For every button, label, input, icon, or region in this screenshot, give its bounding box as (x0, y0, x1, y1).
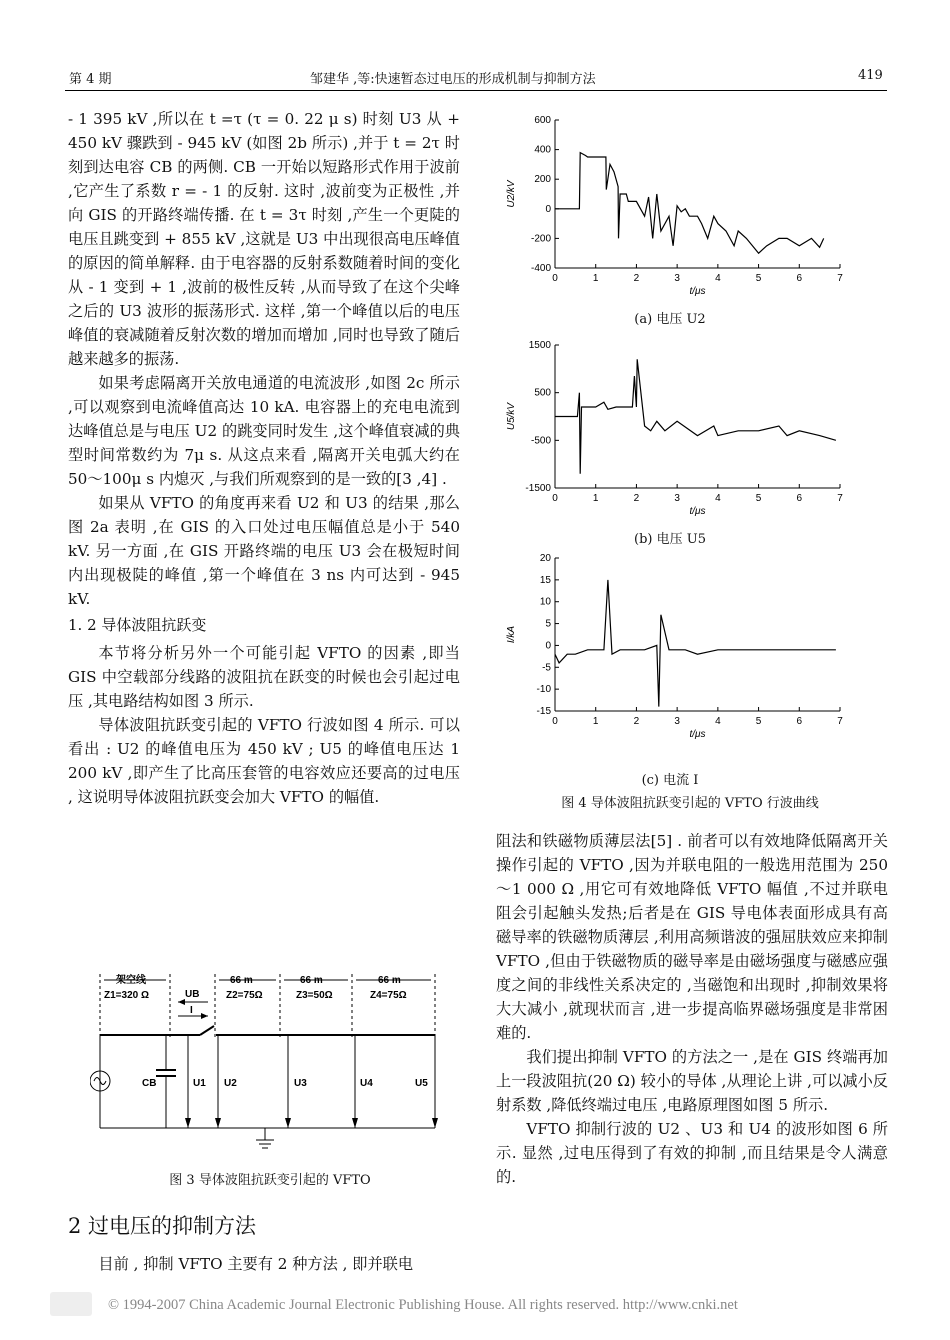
header-rule (65, 90, 887, 91)
fig3-label: U4 (360, 1078, 373, 1089)
section-heading: 1. 2 导体波阻抗跃变 (68, 616, 207, 634)
y-axis-label: I/kA (506, 625, 517, 644)
figure-4a-caption: (a) 电压 U2 (634, 312, 706, 327)
x-tick-label: 4 (715, 716, 721, 727)
figure-3-circuit (90, 968, 460, 1163)
x-tick-label: 1 (592, 493, 599, 504)
figure-3-caption: 图 3 导体波阻抗跃变引起的 VFTO (169, 1173, 371, 1188)
right-column (496, 829, 888, 1189)
left-column (68, 107, 460, 809)
fig3-label: Z1=320 Ω (104, 990, 149, 1001)
section-2-heading: 2 过电压的抑制方法 (68, 1214, 257, 1238)
x-tick-label: 3 (674, 493, 680, 504)
y-tick-label: 10 (539, 596, 551, 608)
x-tick-label: 4 (715, 493, 721, 504)
x-axis-label: t/μs (689, 729, 706, 740)
paragraph: 如果考虑隔离开关放电通道的电流波形 ,如图 2c 所示 ,可以观察到电流峰值高达 10 kA. 电容器上的充电电流到达峰值总是与电压 U2 的跳变同时发生 ,这个峰值衰减的典型时间常数约为 7μ s. 从这点来看 ,隔离开关电弧大约在 50～100μ s 内熄灭 ,与我们所观察到的是一致的[3 ,4] . (68, 374, 460, 488)
y-tick-label: 400 (534, 144, 551, 156)
fig3-label: CB (142, 1078, 157, 1089)
y-tick-label: -15 (536, 706, 551, 717)
x-tick-label: 7 (837, 273, 843, 284)
x-tick-label: 1 (592, 716, 599, 727)
x-tick-label: 5 (755, 273, 762, 284)
x-tick-label: 3 (674, 273, 680, 284)
x-tick-label: 6 (796, 273, 803, 284)
paragraph: 如果从 VFTO 的角度再来看 U2 和 U3 的结果 ,那么图 2a 表明 ,在 GIS 的入口处过电压幅值总是小于 540 kV. 另一方面 ,在 GIS 开路终端的电压 U3 会在极短时间内出现极陡的峰值 ,第一个峰值在 3 ns 内可达到 - 945 kV. (68, 494, 460, 608)
y-tick-label: 20 (539, 553, 551, 564)
running-title: 邹建华 ,等:快速暂态过电压的形成机制与抑制方法 (310, 72, 596, 87)
publisher-logo (50, 1292, 92, 1316)
y-tick-label: 500 (534, 387, 551, 399)
waveform-series (555, 580, 836, 707)
fig3-label: I (190, 1005, 193, 1016)
waveform-series (555, 359, 836, 473)
x-tick-label: 7 (837, 493, 843, 504)
figure-4c-caption: (c) 电流 I (641, 773, 699, 788)
fig3-label: U1 (193, 1078, 206, 1089)
paragraph: 本节将分析另外一个可能引起 VFTO 的因素 ,即当 GIS 中空载部分线路的波阻抗在跃变的时候也会引起过电压 ,其电路结构如图 3 所示. (68, 644, 460, 710)
y-tick-label: -1500 (525, 483, 551, 494)
page-number: 419 (858, 68, 883, 83)
y-tick-label: 200 (534, 174, 551, 186)
y-tick-label: 600 (534, 115, 551, 126)
fig3-label: Z4=75Ω (370, 990, 407, 1001)
fig3-label: U3 (294, 1078, 307, 1089)
fig3-label: U5 (415, 1078, 428, 1089)
paragraph: 目前 , 抑制 VFTO 主要有 2 种方法 , 即并联电 (98, 1255, 414, 1273)
chart-current (500, 548, 880, 743)
y-tick-label: 1500 (528, 340, 551, 351)
x-tick-label: 0 (552, 273, 558, 284)
x-tick-label: 1 (592, 273, 599, 284)
y-tick-label: 5 (545, 618, 551, 630)
fig3-label: 66 m (230, 975, 253, 986)
x-tick-label: 2 (633, 716, 640, 727)
paragraph: 我们提出抑制 VFTO 的方法之一 ,是在 GIS 终端再加上一段波阻抗(20 Ω) 较小的导体 ,从理论上讲 ,可以减小反射系数 ,降低终端过电压 ,电路原理图如图 5 所示. (496, 1048, 888, 1114)
x-tick-label: 2 (633, 493, 640, 504)
figure-4-caption: 图 4 导体波阻抗跃变引起的 VFTO 行波曲线 (561, 796, 819, 811)
fig3-label: Z3=50Ω (296, 990, 333, 1001)
y-tick-label: -5 (542, 662, 551, 674)
fig3-label: UB (185, 989, 200, 1000)
left-column-bottom (68, 1252, 460, 1276)
y-tick-label: 15 (539, 574, 551, 586)
fig3-label: 66 m (378, 975, 401, 986)
x-tick-label: 0 (552, 493, 558, 504)
chart-u2 (500, 110, 880, 300)
paragraph: VFTO 抑制行波的 U2 、U3 和 U4 的波形如图 6 所示. 显然 ,过电压得到了有效的抑制 ,而且结果是令人满意的. (496, 1120, 888, 1186)
x-tick-label: 2 (633, 273, 640, 284)
y-tick-label: -10 (536, 684, 551, 696)
x-tick-label: 6 (796, 716, 803, 727)
y-tick-label: 0 (545, 640, 551, 652)
y-tick-label: -500 (530, 435, 551, 447)
y-axis-label: U5/kV (506, 402, 517, 431)
fig3-label: 66 m (300, 975, 323, 986)
y-tick-label: 0 (545, 203, 551, 215)
chart-u5 (500, 335, 880, 520)
paragraph: 阻法和铁磁物质薄层法[5] . 前者可以有效地降低隔离开关操作引起的 VFTO ,因为并联电阻的一般选用范围为 250～1 000 Ω ,用它可有效地降低 VFTO 幅值 ,不过并联电阻会引起触头发热;后者是在 GIS 导电体表面形成具有高磁导率的铁磁物质薄层 ,利用高频谐波的强屈肤效应来抑制 VFTO ,但由于铁磁物质的磁导率是由磁场强度与磁感应强度之间的非线性关系决定的 ,当磁饱和出现时 ,抑制效果将大大减小 ,就现状而言 ,进一步提高临界磁场强度是非常困难的. (496, 832, 888, 1042)
fig3-label: U2 (224, 1078, 237, 1089)
figure-4b-caption: (b) 电压 U5 (634, 532, 706, 547)
x-axis-label: t/μs (689, 506, 706, 517)
x-tick-label: 5 (755, 493, 762, 504)
x-tick-label: 3 (674, 716, 680, 727)
x-tick-label: 0 (552, 716, 558, 727)
x-tick-label: 4 (715, 273, 721, 284)
y-axis-label: U2/kV (506, 180, 517, 208)
copyright-footer: © 1994-2007 China Academic Journal Electronic Publishing House. All rights reserved. http://www.cnki.net (108, 1297, 738, 1313)
issue-number: 第 4 期 (69, 72, 112, 87)
y-tick-label: -400 (530, 263, 551, 274)
paragraph: 导体波阻抗跃变引起的 VFTO 行波如图 4 所示. 可以看出 : U2 的峰值电压为 450 kV ; U5 的峰值电压达 1 200 kV ,即产生了比高压套管的电容效应还要高的过电压 , 这说明导体波阻抗跃变会加大 VFTO 的幅值. (68, 716, 460, 806)
paragraph: - 1 395 kV ,所以在 t =τ (τ = 0. 22 μ s) 时刻 U3 从 + 450 kV 骤跌到 - 945 kV (如图 2b 所示) ,并于 t = 2τ 时刻到达电容 CB 的两侧. CB 一开始以短路形式作用于波前 ,它产生了系数 r = - 1 的反射. 这时 ,波前变为正极性 ,并向 GIS 的开路终端传播. 在 t = 3τ 时刻 ,产生一个更陡的电压且跳变到 + 855 kV ,这就是 U3 中出现很高电压峰值的原因的简单解释. 由于电容器的反射系数随着时间的变化从 - 1 变到 + 1 ,波前的极性反转 ,从而导致了在这个尖峰之后的 U3 波形的振荡形式. 这样 ,第一个峰值以后的电压峰值的衰减随着反射次数的增加而增加 ,同时也导致了随后越来越多的振荡. (68, 110, 460, 368)
x-axis-label: t/μs (689, 286, 706, 297)
fig3-label: Z2=75Ω (226, 990, 263, 1001)
x-tick-label: 7 (837, 716, 843, 727)
fig3-label: 架空线 (116, 975, 146, 986)
x-tick-label: 6 (796, 493, 803, 504)
waveform-series (555, 153, 824, 254)
x-tick-label: 5 (755, 716, 762, 727)
y-tick-label: -200 (530, 233, 551, 245)
